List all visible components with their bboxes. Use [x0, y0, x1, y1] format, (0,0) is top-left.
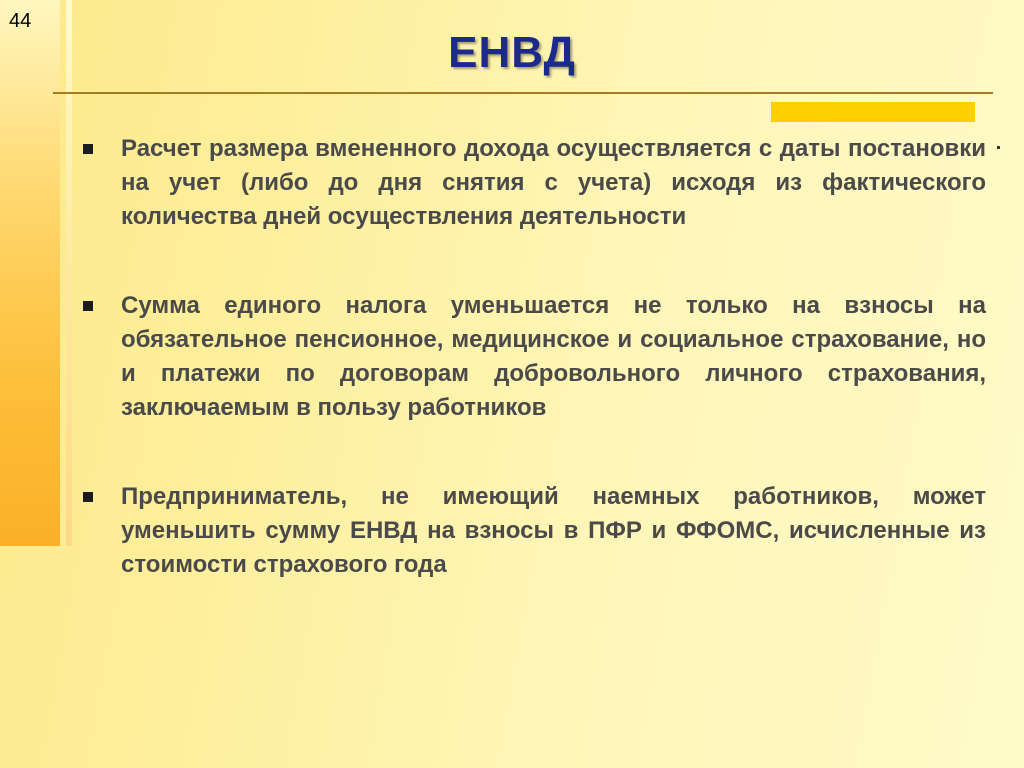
- square-bullet-icon: [83, 492, 93, 502]
- bullet-text: Расчет размера вмененного дохода осуществляется с даты постановки на учет (либо до дня снятия с учета) исходя из фактического количества дней осуществления деятельности: [121, 135, 986, 230]
- decorative-side-line: [66, 0, 72, 546]
- decorative-accent-block: [771, 102, 975, 122]
- bullet-item: [80, 289, 986, 425]
- slide-number: 44: [9, 10, 32, 32]
- decorative-dot: [997, 146, 1000, 149]
- bullet-text: Предприниматель, не имеющий наемных работников, может уменьшить сумму ЕНВД на взносы в ПФР и ФФОМС, исчисленные из стоимости страхового года: [121, 483, 986, 578]
- slide-title: ЕНВД: [448, 28, 576, 77]
- bullet-text: Сумма единого налога уменьшается не только на взносы на обязательное пенсионное, медицинское и социальное страхование, но и платежи по договорам добровольного личного страхования, заключаемым в пользу работников: [121, 292, 986, 421]
- bullet-item: [80, 480, 986, 582]
- title-divider: [53, 92, 993, 94]
- square-bullet-icon: [83, 144, 93, 154]
- bullet-item: [80, 132, 986, 234]
- square-bullet-icon: [83, 301, 93, 311]
- bullet-list: [80, 132, 986, 637]
- decorative-side-bar: [0, 0, 60, 546]
